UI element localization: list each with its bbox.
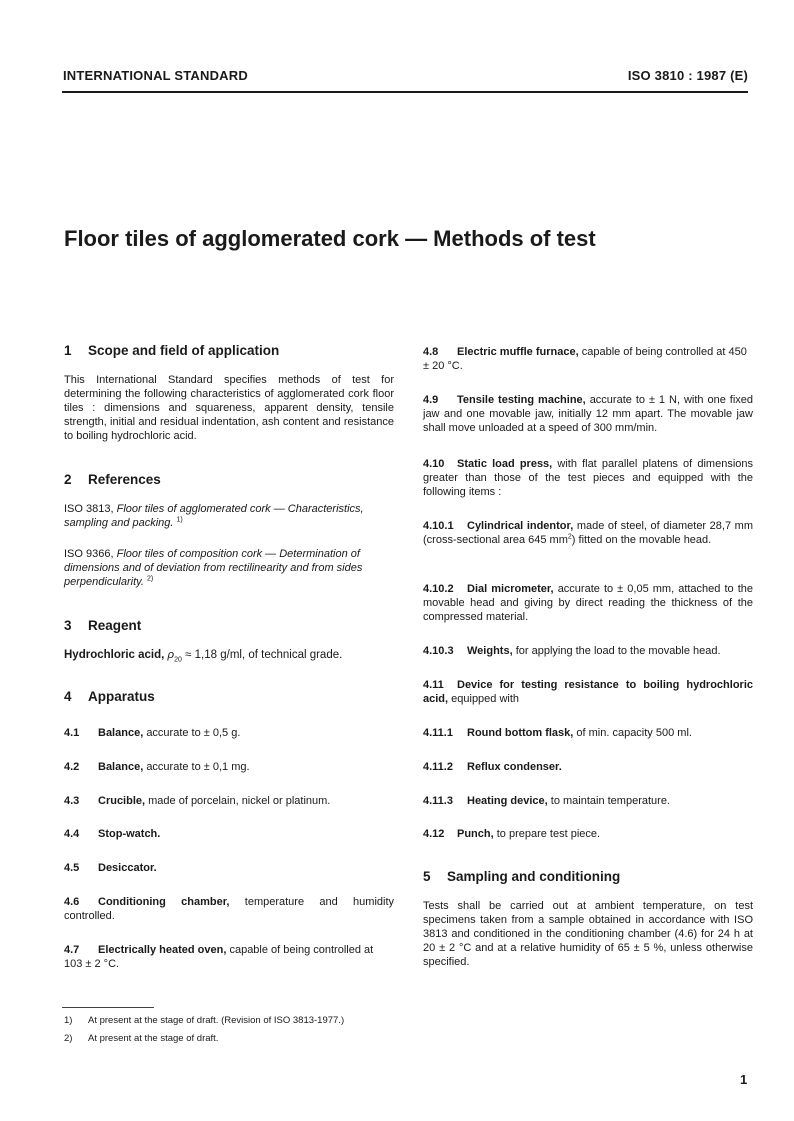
item-4-10-3 xyxy=(423,644,753,658)
header-standard-type: INTERNATIONAL STANDARD xyxy=(63,68,248,83)
section-1-number: 1 xyxy=(64,343,72,358)
item-number: 4.4 xyxy=(64,828,80,840)
item-number: 4.1 xyxy=(64,727,80,739)
item-4-6 xyxy=(64,895,394,923)
item-text: made of steel, of diameter 28,7 mm (cross-sectional area 645 mm xyxy=(423,520,753,546)
item-4-10-2 xyxy=(423,582,753,624)
item-number: 4.7 xyxy=(64,944,80,956)
item-4-1 xyxy=(64,726,394,740)
item-number: 4.11.2 xyxy=(423,761,453,773)
reference-2-title: Floor tiles of composition cork — Determination of dimensions and of deviation from rectilinearity and from sides perpendicularity. xyxy=(64,548,363,588)
section-5-title: Sampling and conditioning xyxy=(447,869,621,884)
section-1-heading xyxy=(64,343,279,358)
reference-iso-3813 xyxy=(64,502,394,530)
reference-1-title: Floor tiles of agglomerated cork — Characteristics, sampling and packing. xyxy=(64,503,364,529)
item-number: 4.11 xyxy=(423,679,444,691)
item-number: 4.10.3 xyxy=(423,645,454,657)
section-2-heading xyxy=(64,472,161,487)
section-5-heading xyxy=(423,869,620,884)
section-5-number: 5 xyxy=(423,869,431,884)
item-term: Electric muffle furnace, xyxy=(457,346,579,358)
reference-2-number: ISO 9366, xyxy=(64,548,114,560)
item-number: 4.5 xyxy=(64,862,80,874)
item-number: 4.2 xyxy=(64,761,80,773)
item-text: accurate to ± 0,1 mg. xyxy=(146,761,250,773)
item-4-4 xyxy=(64,827,394,841)
item-4-12 xyxy=(423,827,753,841)
item-number: 4.10 xyxy=(423,458,445,470)
item-term: Stop-watch. xyxy=(98,828,161,840)
section-4-title: Apparatus xyxy=(88,689,155,704)
item-text: equipped with xyxy=(451,693,520,705)
item-text: with flat parallel platens of dimensions greater than those of the test pieces and equipped with the following items : xyxy=(423,458,754,498)
footnote-text: At present at the stage of draft. xyxy=(88,1033,219,1044)
item-number: 4.3 xyxy=(64,795,80,807)
item-term: Balance, xyxy=(98,761,144,773)
item-term: Weights, xyxy=(467,645,513,657)
reference-1-footnote-mark: 1) xyxy=(176,516,183,524)
item-number: 4.11.3 xyxy=(423,795,453,807)
section-2-title: References xyxy=(88,472,161,487)
item-term: Reflux condenser. xyxy=(467,761,562,773)
section-1-text: This International Standard specifies methods of test for determining the following characteristics of agglomerated cork floor tiles : dimensions and squareness, apparent density, tensile strength, initial and residual indentation, ash content and resistance to boiling hydrochloric acid. xyxy=(64,374,394,442)
section-4-number: 4 xyxy=(64,689,72,704)
section-4-heading xyxy=(64,689,155,704)
item-text: accurate to ± 0,5 g. xyxy=(146,727,241,739)
item-term: Punch, xyxy=(457,828,494,840)
item-term: Cylindrical indentor, xyxy=(467,520,574,532)
item-term: Device for testing resistance to boiling hydrochloric acid, xyxy=(423,679,753,705)
item-text: of min. capacity 500 ml. xyxy=(576,727,692,739)
reference-iso-9366 xyxy=(64,547,394,589)
item-4-7 xyxy=(64,943,394,971)
section-5-text: Tests shall be carried out at ambient temperature, on test specimens taken from a sample obtained in accordance with ISO 3813 and conditioned in the conditioning chamber (4.6) for 24 h at 20 ± 2 °C and at a relative humidity of 65 ± 5 %, unless otherwise specified. xyxy=(423,900,753,968)
item-4-9 xyxy=(423,393,753,435)
item-4-8 xyxy=(423,345,753,373)
footnote-2 xyxy=(64,1033,218,1044)
item-term: Dial micrometer, xyxy=(467,583,554,595)
item-4-10 xyxy=(423,457,753,499)
document-title: Floor tiles of agglomerated cork — Methods of test xyxy=(64,226,596,251)
footnote-rule xyxy=(62,1007,154,1008)
density-symbol: ρ xyxy=(167,649,175,661)
reagent-description: ≈ 1,18 g/ml, of technical grade. xyxy=(185,649,343,661)
footnote-text: At present at the stage of draft. (Revision of ISO 3813-1977.) xyxy=(88,1015,345,1026)
item-text: capable of being controlled at 103 ± 2 °C. xyxy=(64,944,374,970)
footnote-mark: 2) xyxy=(64,1033,73,1044)
reference-2-footnote-mark: 2) xyxy=(146,575,154,583)
item-4-11-1 xyxy=(423,726,753,740)
item-number: 4.9 xyxy=(423,394,439,406)
footnote-mark: 1) xyxy=(64,1015,73,1026)
section-2-number: 2 xyxy=(64,472,72,487)
item-term: Crucible, xyxy=(98,795,146,807)
reagent-term: Hydrochloric acid, xyxy=(64,649,165,661)
item-term: Static load press, xyxy=(457,458,553,470)
item-4-2 xyxy=(64,760,394,774)
item-term: Tensile testing machine, xyxy=(457,394,586,406)
item-4-5 xyxy=(64,861,394,875)
item-term: Heating device, xyxy=(467,795,548,807)
header-standard-number: ISO 3810 : 1987 (E) xyxy=(627,68,748,83)
item-term: Round bottom flask, xyxy=(467,727,574,739)
item-4-10-1 xyxy=(423,519,753,547)
item-text: to prepare test piece. xyxy=(496,828,601,840)
item-number: 4.11.1 xyxy=(423,727,453,739)
section-3-title: Reagent xyxy=(88,618,142,633)
item-4-11-2 xyxy=(423,760,753,774)
item-text: accurate to ± 0,05 mm, attached to the movable head and giving by direct reading the thickness of the compressed material. xyxy=(423,583,753,623)
item-text: for applying the load to the movable head. xyxy=(515,645,721,657)
item-text: to maintain temperature. xyxy=(550,795,670,807)
section-1-title: Scope and field of application xyxy=(88,343,280,358)
section-3-number: 3 xyxy=(64,618,72,633)
item-text: accurate to ± 1 N, with one fixed jaw and one movable jaw, initially 12 mm apart. The movable jaw shall move unloaded at a speed of 300 mm/min. xyxy=(423,394,753,434)
header-rule xyxy=(62,91,748,93)
item-number: 4.10.1 xyxy=(423,520,454,532)
page-number: 1 xyxy=(740,1072,748,1087)
density-subscript: 20 xyxy=(174,656,182,664)
item-text: made of porcelain, nickel or platinum. xyxy=(148,795,331,807)
item-term: Balance, xyxy=(98,727,144,739)
item-term: Desiccator. xyxy=(98,862,157,874)
item-term: Conditioning chamber, xyxy=(98,896,230,908)
item-4-11-3 xyxy=(423,794,753,808)
item-text: temperature and humidity controlled. xyxy=(64,896,395,922)
item-text: capable of being controlled at 450 ± 20 °C. xyxy=(423,346,747,372)
item-number: 4.12 xyxy=(423,828,445,840)
section-3-heading xyxy=(64,618,141,633)
item-4-11 xyxy=(423,678,753,706)
item-superscript: 2 xyxy=(567,533,572,541)
item-text-end: ) fitted on the movable head. xyxy=(571,534,712,546)
item-number: 4.6 xyxy=(64,896,80,908)
reagent-item xyxy=(64,648,394,662)
item-number: 4.8 xyxy=(423,346,439,358)
item-number: 4.10.2 xyxy=(423,583,454,595)
footnote-1 xyxy=(64,1015,344,1026)
item-term: Electrically heated oven, xyxy=(98,944,227,956)
reference-1-number: ISO 3813, xyxy=(64,503,114,515)
item-4-3 xyxy=(64,794,394,808)
